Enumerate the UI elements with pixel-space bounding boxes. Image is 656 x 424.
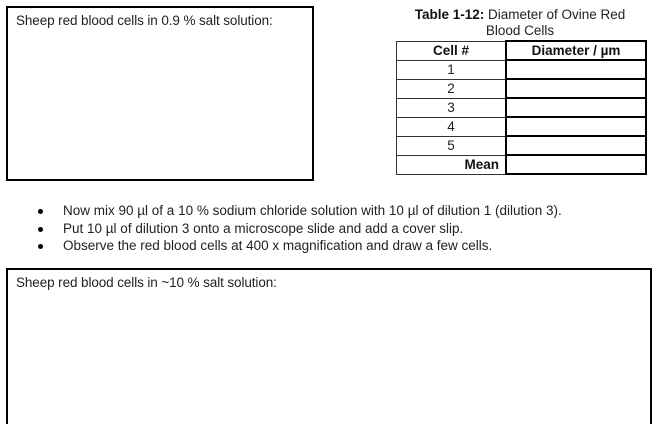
- diameter-table: [396, 40, 647, 175]
- table-row: [397, 79, 647, 98]
- instruction-item: Observe the red blood cells at 400 x magnification and draw a few cells.: [38, 237, 562, 255]
- header-diameter: Diameter / µm: [506, 41, 646, 60]
- diameter-entry[interactable]: [506, 136, 646, 155]
- table-row: [397, 98, 647, 117]
- instruction-item: Now mix 90 µl of a 10 % sodium chloride solution with 10 µl of dilution 1 (dilution 3).: [38, 202, 562, 220]
- table-caption-text: Diameter of Ovine Red Blood Cells: [484, 7, 626, 38]
- header-cell-number: Cell #: [397, 41, 507, 60]
- instruction-item: Put 10 µl of dilution 3 onto a microscope slide and add a cover slip.: [38, 220, 562, 238]
- diameter-entry[interactable]: [506, 60, 646, 79]
- drawing-box-hypertonic-caption: Sheep red blood cells in ~10 % salt solution:: [16, 275, 277, 290]
- cell-number: 3: [397, 98, 507, 117]
- table-caption-number: Table 1-12:: [414, 7, 485, 22]
- diameter-entry[interactable]: [506, 79, 646, 98]
- cell-number: 4: [397, 117, 507, 136]
- drawing-box-isotonic: [6, 6, 314, 181]
- drawing-box-hypertonic: [6, 268, 652, 424]
- mean-label: Mean: [397, 155, 507, 174]
- table-caption: [396, 7, 644, 39]
- table-mean-row: [397, 155, 647, 174]
- drawing-box-isotonic-caption: Sheep red blood cells in 0.9 % salt solution:: [16, 13, 273, 28]
- table-row: [397, 117, 647, 136]
- instruction-list: [38, 202, 562, 255]
- diameter-entry[interactable]: [506, 117, 646, 136]
- cell-number: 1: [397, 60, 507, 79]
- cell-number: 5: [397, 136, 507, 155]
- mean-entry[interactable]: [506, 155, 646, 174]
- table-header-row: [397, 41, 647, 60]
- table-row: [397, 60, 647, 79]
- table-row: [397, 136, 647, 155]
- diameter-entry[interactable]: [506, 98, 646, 117]
- cell-number: 2: [397, 79, 507, 98]
